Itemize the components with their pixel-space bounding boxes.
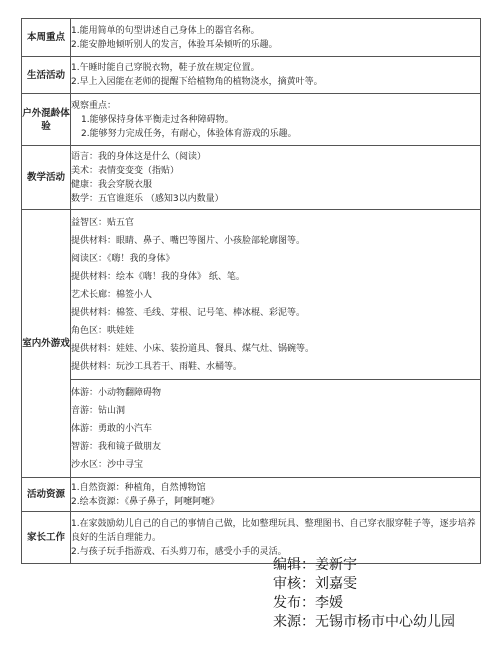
row-content [71, 380, 481, 478]
row-content [71, 94, 481, 146]
list-item: 2.能安静地倾听别人的发言，体验耳朵倾听的乐趣。 [71, 39, 278, 50]
credits [273, 556, 455, 632]
list-item: 1.自然资源：种植角，自然博物馆 [71, 482, 206, 493]
list-item: 体游：小动物翻障碍物 [71, 387, 162, 398]
list-item: 角色区：哄娃娃 [71, 325, 135, 336]
row-label: 家长工作 [22, 512, 71, 564]
row-content [71, 478, 481, 512]
table-row [22, 94, 481, 146]
row-content [71, 57, 481, 94]
list-item: 音游：钻山洞 [71, 405, 126, 416]
table-row [22, 57, 481, 94]
row-label: 户外混龄体验 [22, 94, 71, 146]
list-item: 提供材料：娃娃、小床、装扮道具、餐具、煤气灶、锅碗等。 [71, 343, 315, 354]
row-content [71, 146, 481, 210]
list-item: 健康：我会穿脱衣服 [71, 179, 153, 190]
editor-credit: 编辑：姜新宇 [273, 557, 357, 573]
row-label: 教学活动 [22, 146, 71, 210]
list-item: 阅读区：《嗨！我的身体》 [71, 253, 175, 264]
weekly-plan-table [21, 18, 481, 564]
list-item: 2.绘本资源：《鼻子鼻子，阿嚏阿嚏》 [71, 496, 220, 507]
list-item: 美术：表情变变变（指贴） [71, 165, 180, 176]
row-label: 生活活动 [22, 57, 71, 94]
list-item: 1.能够保持身体平衡走过各种障碍物。 [81, 114, 234, 125]
publisher-credit: 发布：李媛 [273, 595, 343, 611]
list-item: 1.午睡时能自己穿脱衣物，鞋子放在规定位置。 [71, 63, 260, 73]
list-item: 2.早上入园能在老师的提醒下给植物角的植物浇水，摘黄叶等。 [71, 77, 323, 87]
list-item: 体游：勇敢的小汽车 [71, 423, 153, 434]
row-label: 活动资源 [22, 478, 71, 512]
row-label: 室内外游戏 [22, 210, 71, 478]
row-content [71, 19, 481, 57]
list-item: 沙水区：沙中寻宝 [71, 459, 144, 470]
table-row [22, 19, 481, 57]
list-item: 提供材料：眼睛、鼻子、嘴巴等图片、小孩脸部轮廓图等。 [71, 235, 306, 246]
list-item: 提供材料：绘本《嗨！我的身体》 纸、笔。 [71, 271, 245, 282]
row-label: 本周重点 [22, 19, 71, 57]
table-row [22, 146, 481, 210]
table-row [22, 210, 481, 380]
list-item: 1.能用简单的句型讲述自己身体上的器官名称。 [71, 25, 260, 36]
list-item: 艺术长廊：棉签小人 [71, 289, 153, 300]
list-item: 数学：五官谁逛乐 （感知3以内数量） [71, 193, 224, 204]
list-item: 智游：我和镜子做朋友 [71, 441, 162, 452]
reviewer-credit: 审核：刘嘉雯 [273, 576, 357, 592]
table-row [22, 380, 481, 478]
list-item: 2.与孩子玩手指游戏、石头剪刀布，感受小手的灵活。 [71, 546, 287, 557]
list-item: 益智区：贴五官 [71, 217, 135, 228]
list-item: 提供材料：玩沙工具若干、雨鞋、水桶等。 [71, 361, 243, 372]
list-item: 1.在家鼓励幼儿自己的自己的事情自己做，比如整理玩具、整理图书、自己穿衣服穿鞋子等，逐步培养良好的生活自理能力。 [71, 518, 476, 543]
list-item: 提供材料：棉签、毛线、芽根、记号笔、棒冰棍、彩泥等。 [71, 307, 306, 318]
list-item: 语言：我的身体这是什么（阅读） [71, 151, 207, 162]
list-item: 2.能够努力完成任务，有耐心，体验体育游戏的乐趣。 [81, 128, 297, 139]
row-content [71, 210, 481, 380]
source-credit: 来源：无锡市杨市中心幼儿园 [273, 614, 455, 630]
list-item: 观察重点： [71, 100, 117, 111]
table-row [22, 478, 481, 512]
